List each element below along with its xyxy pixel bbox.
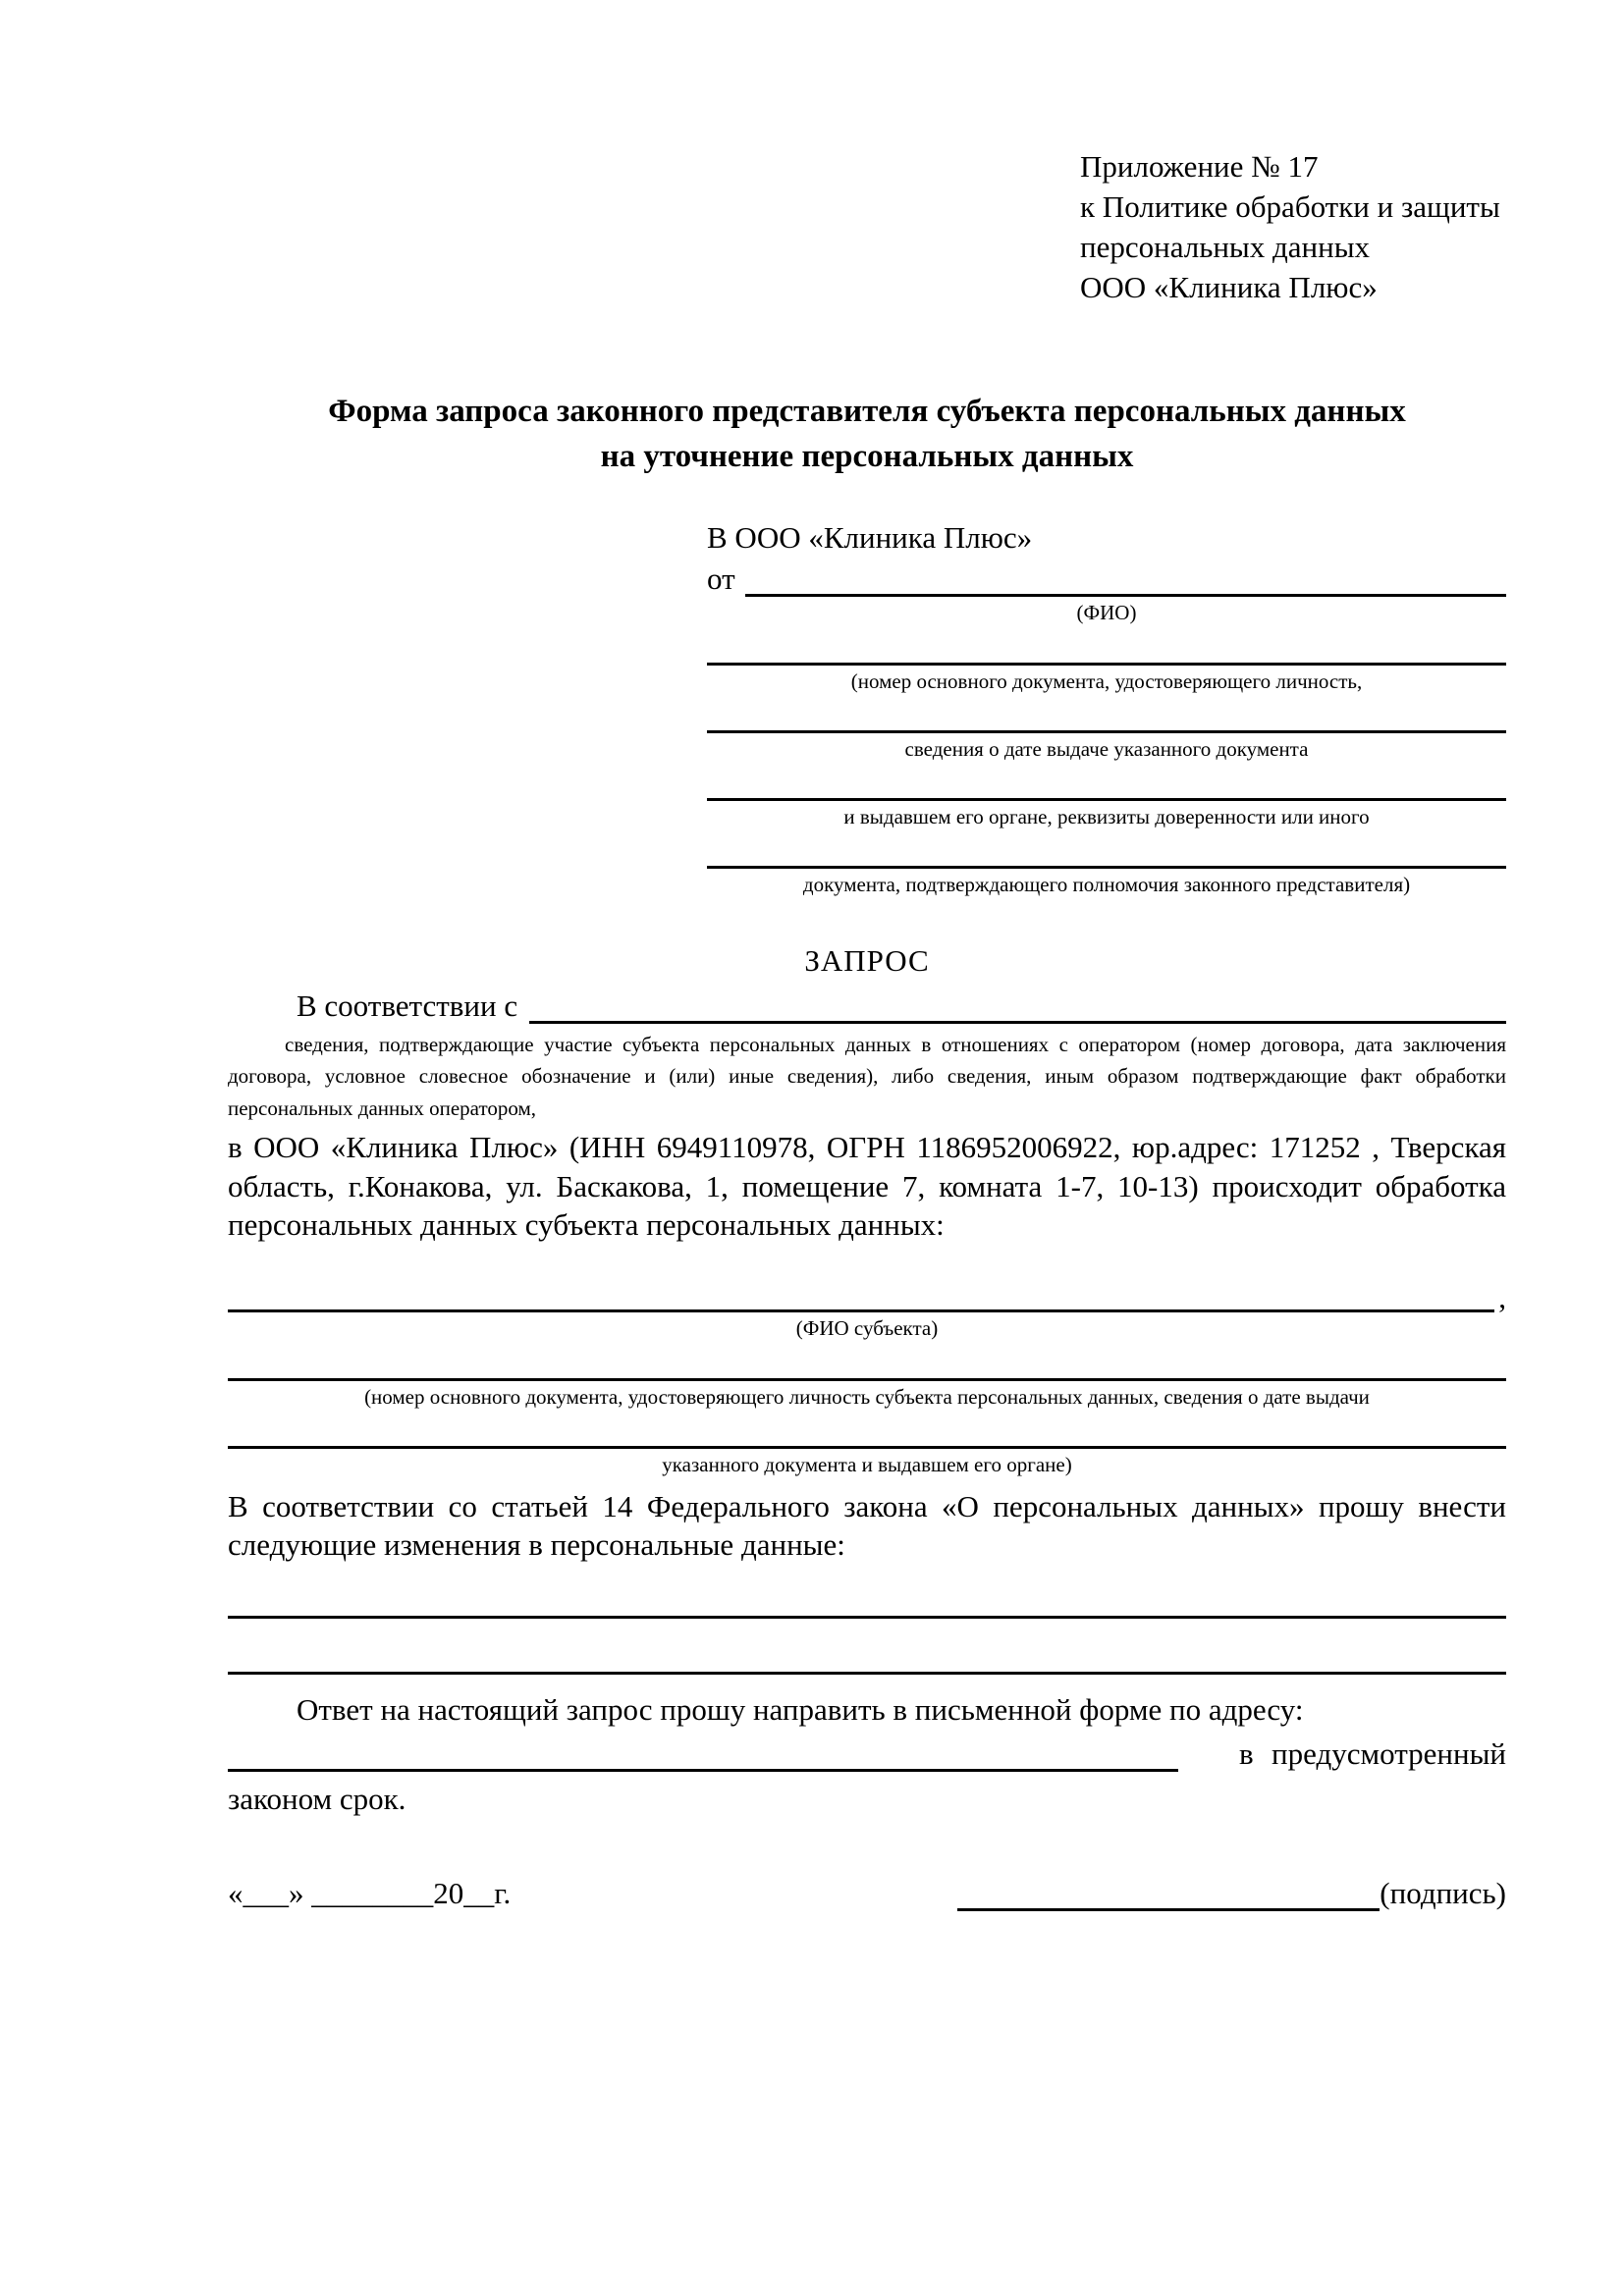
law-paragraph: В соответствии со статьей 14 Федерального закона «О персональных данных» прошу внести следующие изменения в персональные данные: <box>228 1489 1506 1563</box>
document-title-line1: Форма запроса законного представителя субъекта персональных данных <box>328 393 1406 429</box>
response-word-v: в <box>1239 1736 1254 1772</box>
signature-caption: (подпись) <box>1380 1875 1506 1910</box>
request-heading: ЗАПРОС <box>804 942 930 978</box>
representative-doc-caption-2: сведения о дате выдаче указанного документа <box>904 736 1309 761</box>
operator-paragraph: в ООО «Клиника Плюс» (ИНН 6949110978, ОГРН 1186952006922, юр.адрес: 171252 , Тверская область, г.Конакова, ул. Баскакова, 1, помещение 7, комната 1-7, 10-13) происходит обработка персональных данных субъекта персональных данных: <box>228 1130 1506 1242</box>
representative-doc-caption-4: документа, подтверждающего полномочия законного представителя) <box>802 873 1411 897</box>
subject-doc-fill-line-2 <box>228 1446 1506 1449</box>
subject-doc-fill-line-1 <box>228 1378 1506 1381</box>
subject-doc-caption-2: указанного документа и выдавшем его органе) <box>662 1452 1072 1476</box>
appendix-number: Приложение № 17 <box>1080 149 1319 184</box>
changes-field-1 <box>228 1616 1506 1619</box>
response-address-row <box>228 1736 1506 1772</box>
document-title <box>228 389 1506 479</box>
subject-doc-field-1 <box>228 1378 1506 1410</box>
response-word-predusmotrenny: предусмотренный <box>1272 1736 1506 1772</box>
changes-fill-line-2 <box>228 1672 1506 1675</box>
date-signature-row <box>228 1876 1506 1911</box>
subject-doc-field-2 <box>228 1446 1506 1477</box>
representative-doc-field-3 <box>707 798 1506 829</box>
accordance-row <box>228 988 1506 1024</box>
date-fill-line: «___» ________20__г. <box>228 1875 512 1910</box>
subject-fio-trailing-comma: , <box>1498 1280 1506 1315</box>
representative-doc-fill-line-4 <box>707 866 1506 869</box>
subject-fio-caption: (ФИО субъекта) <box>795 1316 939 1341</box>
accordance-fill-line <box>529 989 1506 1023</box>
response-paragraph: Ответ на настоящий запрос прошу направить в письменной форме по адресу: <box>297 1691 1304 1727</box>
addressee-block <box>707 518 1506 898</box>
representative-fio-fill-line <box>745 563 1506 597</box>
representative-doc-caption-3: и выдавшем его органе, реквизиты доверенности или иного <box>843 805 1370 829</box>
signature-block <box>957 1876 1506 1911</box>
representative-doc-fill-line-1 <box>707 663 1506 666</box>
representative-doc-caption-1: (номер основного документа, удостоверяющего личность, <box>850 668 1363 693</box>
addressee-to: В ООО «Клиника Плюс» <box>707 520 1033 555</box>
document-title-line2: на уточнение персональных данных <box>600 438 1134 474</box>
accordance-fine-print: сведения, подтверждающие участие субъекта персональных данных в отношениях с оператором (номер договора, дата заключения договора, условное словесное обозначение и (или) иные сведения), либо сведения, иным образом подтверждающие факт обработки персональных данных оператором, <box>228 1032 1506 1120</box>
subject-fio-row <box>228 1279 1506 1315</box>
fio-caption: (ФИО) <box>1076 601 1137 625</box>
from-label: от <box>707 561 735 597</box>
representative-doc-fill-line-2 <box>707 730 1506 733</box>
from-row <box>707 561 1506 597</box>
subject-doc-caption-1: (номер основного документа, удостоверяющего личность субъекта персональных данных, сведения о дате выдачи <box>364 1384 1370 1409</box>
response-tail: законом срок. <box>228 1782 406 1817</box>
appendix-policy-line: к Политике обработки и защиты <box>1080 188 1500 224</box>
representative-doc-fill-line-3 <box>707 798 1506 801</box>
subject-fio-fill-line <box>228 1279 1494 1312</box>
appendix-company: ООО «Клиника Плюс» <box>1080 269 1378 304</box>
appendix-reference-block <box>1080 147 1506 308</box>
representative-doc-field-2 <box>707 730 1506 762</box>
representative-doc-field-4 <box>707 866 1506 897</box>
changes-fill-line-1 <box>228 1616 1506 1619</box>
response-address-fill-line <box>228 1738 1178 1772</box>
accordance-prefix: В соответствии с <box>297 988 518 1023</box>
representative-doc-field-1 <box>707 663 1506 694</box>
signature-fill-line <box>957 1877 1380 1910</box>
appendix-policy-line2: персональных данных <box>1080 229 1371 264</box>
changes-field-2 <box>228 1672 1506 1675</box>
